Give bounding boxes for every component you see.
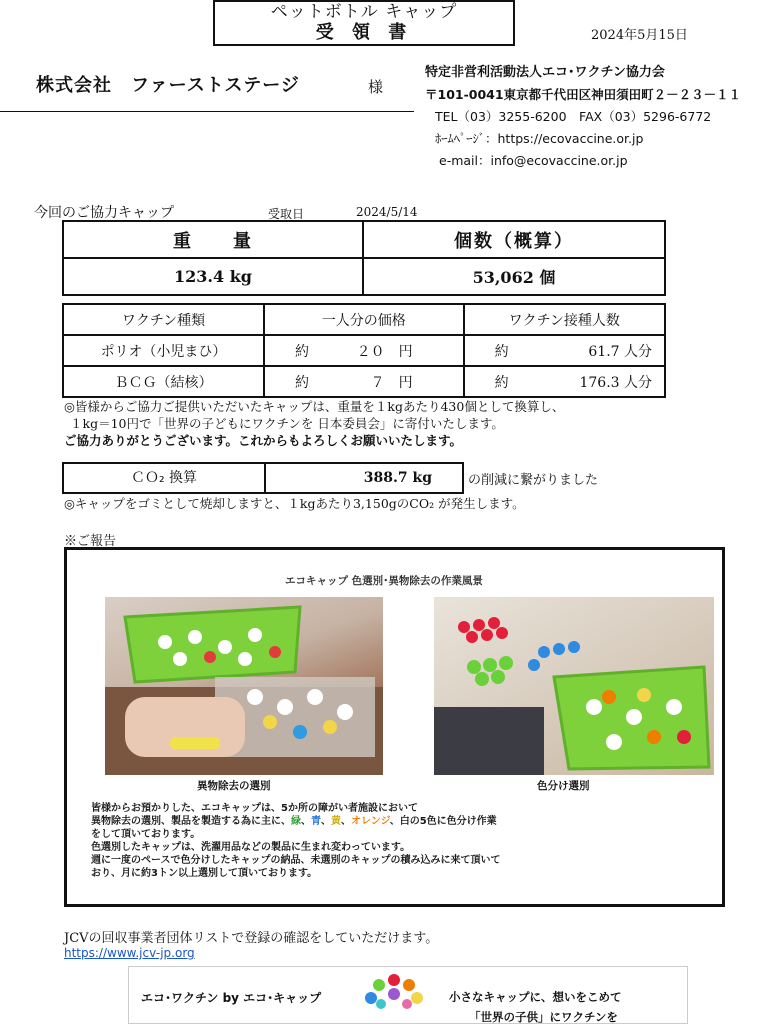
weight-count-table <box>62 220 666 296</box>
caption-debris-sorting: 異物除去の選別 <box>197 780 271 792</box>
price-prefix: 約 <box>295 374 310 391</box>
vaccine-people: 61.7 人分 <box>588 343 652 360</box>
vaccine-price: ７ 円 <box>370 374 413 391</box>
document-title-line1: ペットボトル キャップ <box>270 2 458 22</box>
banner-right-text1: 小さなキャップに、想いをこめて <box>449 990 622 1004</box>
vaccine-header-people: ワクチン接種人数 <box>464 304 665 335</box>
weight-value: 123.4 kg <box>63 258 363 295</box>
price-prefix: 約 <box>295 343 310 360</box>
org-homepage[interactable]: ﾎｰﾑﾍﾟｰｼﾞ：https://ecovaccine.or.jp <box>435 131 644 146</box>
count-value: 53,062 個 <box>363 258 665 295</box>
co2-label: ＣＯ₂ 換算 <box>64 464 266 492</box>
vaccine-table <box>62 303 666 398</box>
table-row <box>63 335 665 366</box>
report-text-line4: 色選別したキャップは、洗濯用品などの製品に生まれ変わっています。 <box>91 842 411 853</box>
report-text-line3: をして頂いております。 <box>91 829 201 840</box>
vaccine-people: 176.3 人分 <box>579 374 652 391</box>
recipient-underline <box>0 111 414 112</box>
org-address: 〒101-0041東京都千代田区神田須田町２－２３－１１ <box>425 87 742 102</box>
eco-cap-logo-icon <box>359 970 429 1024</box>
org-name: 特定非営利活動法人エコ･ワクチン協力会 <box>425 65 665 80</box>
report-label: ※ご報告 <box>64 534 117 549</box>
vaccine-price: ２０ 円 <box>356 343 413 360</box>
color-yellow-text: 黄 <box>331 816 341 827</box>
document-title-box <box>213 0 515 46</box>
recipient-honorific: 様 <box>368 78 384 96</box>
weight-header: 重 量 <box>63 221 363 258</box>
vaccine-header-type: ワクチン種類 <box>63 304 264 335</box>
color-green-text: 緑 <box>291 816 301 827</box>
jcv-link[interactable]: https://www.jcv-jp.org <box>64 946 195 960</box>
document-title-line2: 受 領 書 <box>315 22 413 43</box>
issue-date: 2024年5月15日 <box>591 28 688 43</box>
report-text-line1: 皆様からお預かりした、エコキャップは、5か所の障がい者施設において <box>91 803 418 814</box>
photo-color-sorting-illustration <box>434 597 714 775</box>
table-row <box>63 366 665 397</box>
vaccine-header-price: 一人分の価格 <box>264 304 464 335</box>
color-blue-text: 青 <box>311 816 321 827</box>
co2-note: ◎キャップをゴミとして焼却しますと、１kgあたり3,150gのCO₂ が発生します。 <box>64 496 525 511</box>
recipient-company: 株式会社 ファーストステージ <box>36 75 300 96</box>
jcv-note: JCVの回収事業者団体リストで登録の確認をしていただけます。 <box>64 931 439 946</box>
section-label: 今回のご協力キャップ <box>34 205 174 221</box>
received-date: 2024/5/14 <box>356 205 418 219</box>
note-line1: ◎皆様からご協力ご提供いただいたキャップは、重量を１kgあたり430個として換算し、 <box>64 399 565 414</box>
photo-debris-sorting <box>105 597 383 775</box>
vaccine-type: ポリオ（小児まひ） <box>63 335 264 366</box>
report-box <box>64 547 725 907</box>
received-date-label: 受取日 <box>268 207 305 221</box>
people-prefix: 約 <box>494 374 509 391</box>
notes <box>64 398 754 449</box>
report-title: エコキャップ 色選別･異物除去の作業風景 <box>285 575 483 587</box>
eco-vaccine-banner <box>128 966 688 1024</box>
vaccine-type: ＢＣＧ（結核） <box>63 366 264 397</box>
org-email[interactable]: e-mail：info@ecovaccine.or.jp <box>439 153 628 168</box>
org-tel-fax: TEL（03）3255-6200 FAX（03）5296-6772 <box>435 109 712 124</box>
count-header: 個数（概算） <box>363 221 665 258</box>
banner-left-text: エコ･ワクチン by エコ･キャップ <box>141 991 322 1005</box>
note-line2: １kg＝10円で「世界の子どもにワクチンを 日本委員会」に寄付いたします。 <box>70 416 504 431</box>
report-text <box>91 802 691 880</box>
co2-box <box>62 462 464 494</box>
note-thanks: ご協力ありがとうございます。これからもよろしくお願いいたします。 <box>64 433 463 448</box>
report-text-line5: 週に一度のペースで色分けしたキャップの納品、未選別のキャップの積み込みに来て頂いて <box>91 855 501 866</box>
co2-reduction-text: の削減に繋がりました <box>468 473 599 488</box>
co2-value: 388.7 kg <box>363 470 432 486</box>
people-prefix: 約 <box>494 343 509 360</box>
organization-info <box>425 62 741 172</box>
report-text-line6: おり、月に約3トン以上選別して頂いております。 <box>91 868 318 879</box>
banner-right-text2: 「世界の子供」にワクチンを <box>469 1010 618 1024</box>
report-text-line2: 異物除去の選別、製品を製造する為に主に、緑、青、黄、オレンジ、白の5色に色分け作業 <box>91 816 497 827</box>
photo-debris-sorting-illustration <box>105 597 383 775</box>
caption-color-sorting: 色分け選別 <box>537 780 590 792</box>
photo-color-sorting <box>434 597 714 775</box>
color-orange-text: オレンジ <box>351 816 390 827</box>
